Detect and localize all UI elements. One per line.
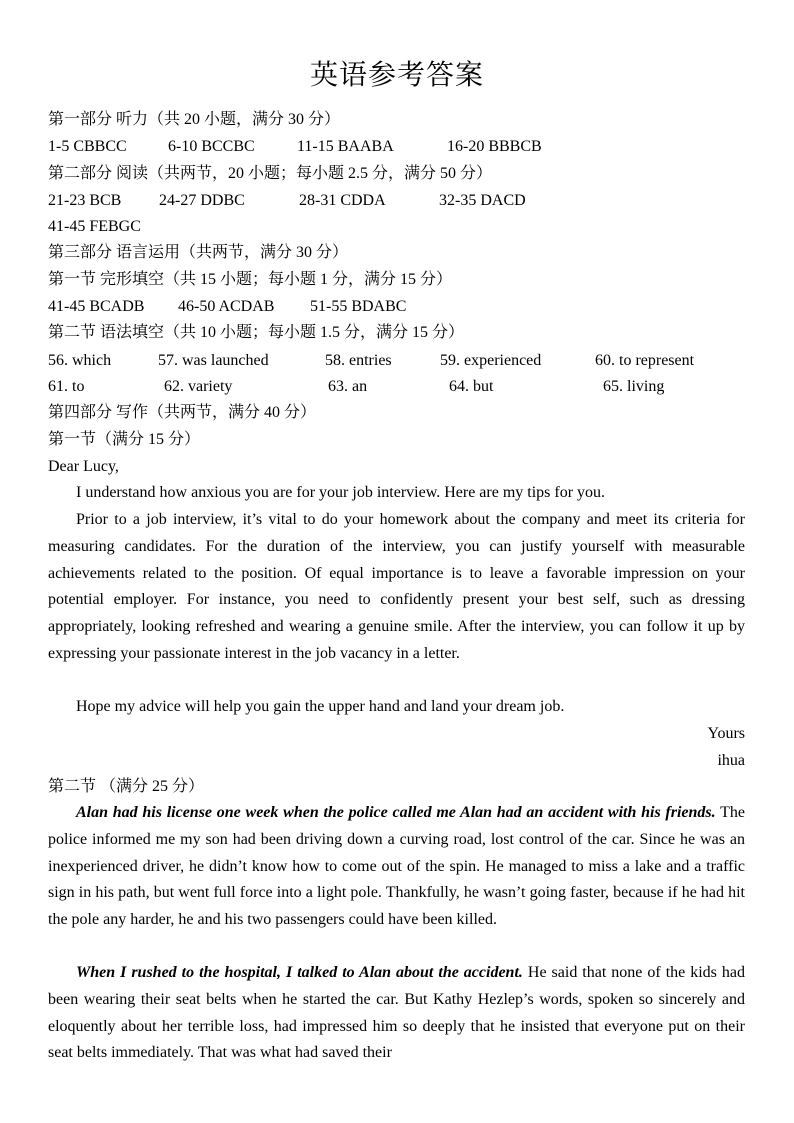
grammar-answer: 62. variety <box>164 378 233 395</box>
continuation-paragraph <box>48 960 745 1067</box>
part3-section2-heading: 第二节 语法填空（共 10 小题；每小题 1.5 分，满分 15 分） <box>48 324 465 341</box>
page-title: 英语参考答案 <box>309 60 484 91</box>
part2-answer: 28-31 CDDA <box>299 192 386 209</box>
letter-greeting: Dear Lucy, <box>48 458 119 475</box>
part2-answer: 24-27 DDBC <box>159 192 245 209</box>
paragraph-body: The police informed me my son had been driving down a curving road, lost control of the car. Since he was an inexperienced driver, he didn’t know how to come out of the spin. He managed to miss a lake and a traffic sign in his path, but went full force into a light pole. Thankfully, he wasn’t going faster, because if he had hit the pole any harder, he and his two passengers could have been killed. <box>48 804 746 929</box>
part2-answer: 21-23 BCB <box>48 192 122 209</box>
part2-heading: 第二部分 阅读（共两节，20 小题；每小题 2.5 分，满分 50 分） <box>48 165 493 182</box>
part4-section2-heading: 第二节 （满分 25 分） <box>48 778 205 795</box>
letter-signature: ihua <box>717 752 745 769</box>
continuation-paragraph <box>48 800 745 934</box>
part1-answer: 11-15 BAABA <box>297 138 394 155</box>
grammar-answer: 60. to represent <box>595 352 695 369</box>
part1-answer: 16-20 BBBCB <box>447 138 542 155</box>
part4-section1-heading: 第一节（满分 15 分） <box>48 431 201 448</box>
grammar-answer: 57. was launched <box>158 352 269 369</box>
grammar-answer: 61. to <box>48 378 85 395</box>
cloze-answer: 46-50 ACDAB <box>178 298 275 315</box>
part1-answer: 1-5 CBBCC <box>48 138 127 155</box>
part3-section1-heading: 第一节 完形填空（共 15 小题；每小题 1 分，满分 15 分） <box>48 271 453 288</box>
grammar-answer: 58. entries <box>325 352 392 369</box>
part1-answer: 6-10 BCCBC <box>168 138 255 155</box>
cloze-answer: 41-45 BCADB <box>48 298 145 315</box>
grammar-answer: 65. living <box>603 378 665 395</box>
part3-heading: 第三部分 语言运用（共两节，满分 30 分） <box>48 244 349 261</box>
grammar-answer: 63. an <box>328 378 368 395</box>
paragraph-lead-sentence: When I rushed to the hospital, I talked to Alan about the accident. <box>76 964 523 981</box>
paragraph-body: He said that none of the kids had been wearing their seat belts when he started the car. But Kathy Hezlep’s words, spoken so sincerely and eloquently about her terrible loss, had impressed him so deeply that he insisted that everyone put on their seat belts immediately. That was what had saved their <box>48 964 745 1062</box>
paragraph-lead-sentence: Alan had his license one week when the police called me Alan had an accident with his friends. <box>76 804 716 821</box>
part4-heading: 第四部分 写作（共两节，满分 40 分） <box>48 404 317 421</box>
grammar-answer: 59. experienced <box>440 352 542 369</box>
part2-answer: 32-35 DACD <box>439 192 526 209</box>
part1-heading: 第一部分 听力（共 20 小题，满分 30 分） <box>48 111 341 128</box>
letter-paragraph: I understand how anxious you are for your job interview. Here are my tips for you. <box>76 484 606 501</box>
letter-closing: Yours <box>707 725 745 742</box>
letter-paragraph: Prior to a job interview, it’s vital to do your homework about the company and meet its criteria for measuring candidates. For the duration of the interview, you can justify yourself with measurable achievements related to the position. Of equal importance is to leave a favorable impression on your potential employer. For instance, you need to confidently present your best self, such as dressing appropriately, looking refreshed and wearing a genuine smile. After the interview, you can follow it up by expressing your passionate interest in the job vacancy in a letter. <box>48 511 745 662</box>
letter-paragraph: Hope my advice will help you gain the upper hand and land your dream job. <box>76 698 565 715</box>
grammar-answer: 56. which <box>48 352 112 369</box>
grammar-answer: 64. but <box>449 378 494 395</box>
cloze-answer: 51-55 BDABC <box>310 298 407 315</box>
part2-answer-extra: 41-45 FEBGC <box>48 218 141 235</box>
